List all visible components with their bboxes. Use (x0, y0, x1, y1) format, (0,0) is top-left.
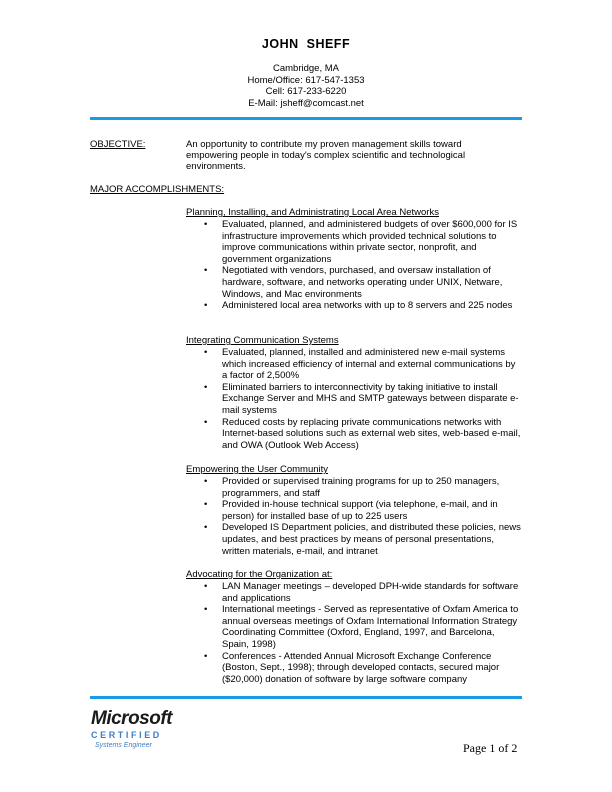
resume-name: JOHN SHEFF (261, 37, 351, 51)
section-list-lan (204, 219, 522, 312)
list-item: • LAN Manager meetings – developed DPH-wide standards for software and applications (204, 581, 519, 604)
list-item: • Evaluated, planned, and administered budgets of over $600,000 for IS infrastructure improvements which provided technical solutions to improve communications within private sector, nonprofit, and government organizations (204, 219, 518, 265)
list-item: • Conferences - Attended Annual Microsoft Exchange Conference (Boston, Sept., 1998); through developed contacts, secured major ($20,000) donation of software by large software company (204, 650, 500, 685)
bullet-icon: • (204, 381, 208, 393)
list-item: • International meetings - Served as representative of Oxfam America to annual overseas meetings of Oxfam International Information Strategy Coordinating Committee (Oxford, England, 1997, and Barcelona, Spain, 1998) (204, 604, 519, 650)
list-item: • Developed IS Department policies, and distributed these policies, news updates, and best practices by means of personal presentations, written materials, e-mail, and intranet (204, 522, 521, 557)
bullet-icon: • (204, 522, 208, 534)
bullet-icon: • (204, 219, 208, 230)
logo-brand: Microsoft (91, 708, 172, 729)
bullet-icon: • (204, 499, 208, 511)
list-item: • Provided or supervised training programs for up to 250 managers, programmers, and staff (204, 476, 500, 499)
section-list-user-community (204, 476, 522, 557)
top-divider (90, 117, 522, 120)
bullet-icon: • (204, 604, 208, 616)
section-list-communication (204, 347, 522, 451)
contact-home-phone: Home/Office: 617-547-1353 (247, 74, 365, 86)
section-title-lan: Planning, Installing, and Administrating Local Area Networks (186, 207, 439, 218)
list-item: • Evaluated, planned, installed and administered new e-mail systems which increased efficiency of internal and external communications by a factor of 2,500% (204, 347, 516, 382)
bullet-icon: • (204, 650, 208, 662)
section-title-user-community: Empowering the User Community (186, 464, 329, 475)
objective-text: An opportunity to contribute my proven management skills toward empowering people in today's complex scientific and technological environments. (186, 139, 466, 172)
bullet-icon: • (204, 300, 208, 312)
bullet-icon: • (204, 416, 208, 428)
bottom-divider (90, 696, 522, 699)
accomplishments-label: MAJOR ACCOMPLISHMENTS: (90, 184, 225, 195)
list-item: • Provided in-house technical support (via telephone, e-mail, and in person) for installed base of up to 225 users (204, 499, 498, 522)
section-list-advocating (204, 581, 522, 685)
microsoft-certified-logo (91, 709, 191, 757)
logo-certified: CERTIFIED (91, 730, 162, 740)
logo-title: Systems Engineer (95, 742, 152, 749)
bullet-icon: • (204, 476, 208, 487)
list-item: • Reduced costs by replacing private communications networks with Internet-based solutions such as external web sites, web-based e-mail, and OWA (Outlook Web Access) (204, 416, 521, 451)
bullet-icon: • (204, 265, 208, 277)
section-title-advocating: Advocating for the Organization at: (186, 569, 333, 580)
bullet-icon: • (204, 347, 208, 358)
contact-location: Cambridge, MA (273, 63, 339, 74)
contact-cell-phone: Cell: 617-233-6220 (265, 86, 347, 97)
objective-label: OBJECTIVE: (90, 139, 146, 150)
bullet-icon: • (204, 581, 208, 592)
section-title-communication: Integrating Communication Systems (186, 335, 339, 346)
page-number: Page 1 of 2 (463, 741, 518, 755)
list-item: • Administered local area networks with up to 8 servers and 225 nodes (204, 300, 513, 312)
list-item: • Eliminated barriers to interconnectivity by taking initiative to install Exchange Server and MHS and SMTP gateways between disparate e-mail systems (204, 381, 519, 416)
contact-block (0, 63, 612, 109)
contact-email: E-Mail: jsheff@comcast.net (248, 97, 364, 109)
list-item: • Negotiated with vendors, purchased, and oversaw installation of hardware, software, and networks operating under UNIX, Netware, Windows, and Mac environments (204, 265, 503, 300)
